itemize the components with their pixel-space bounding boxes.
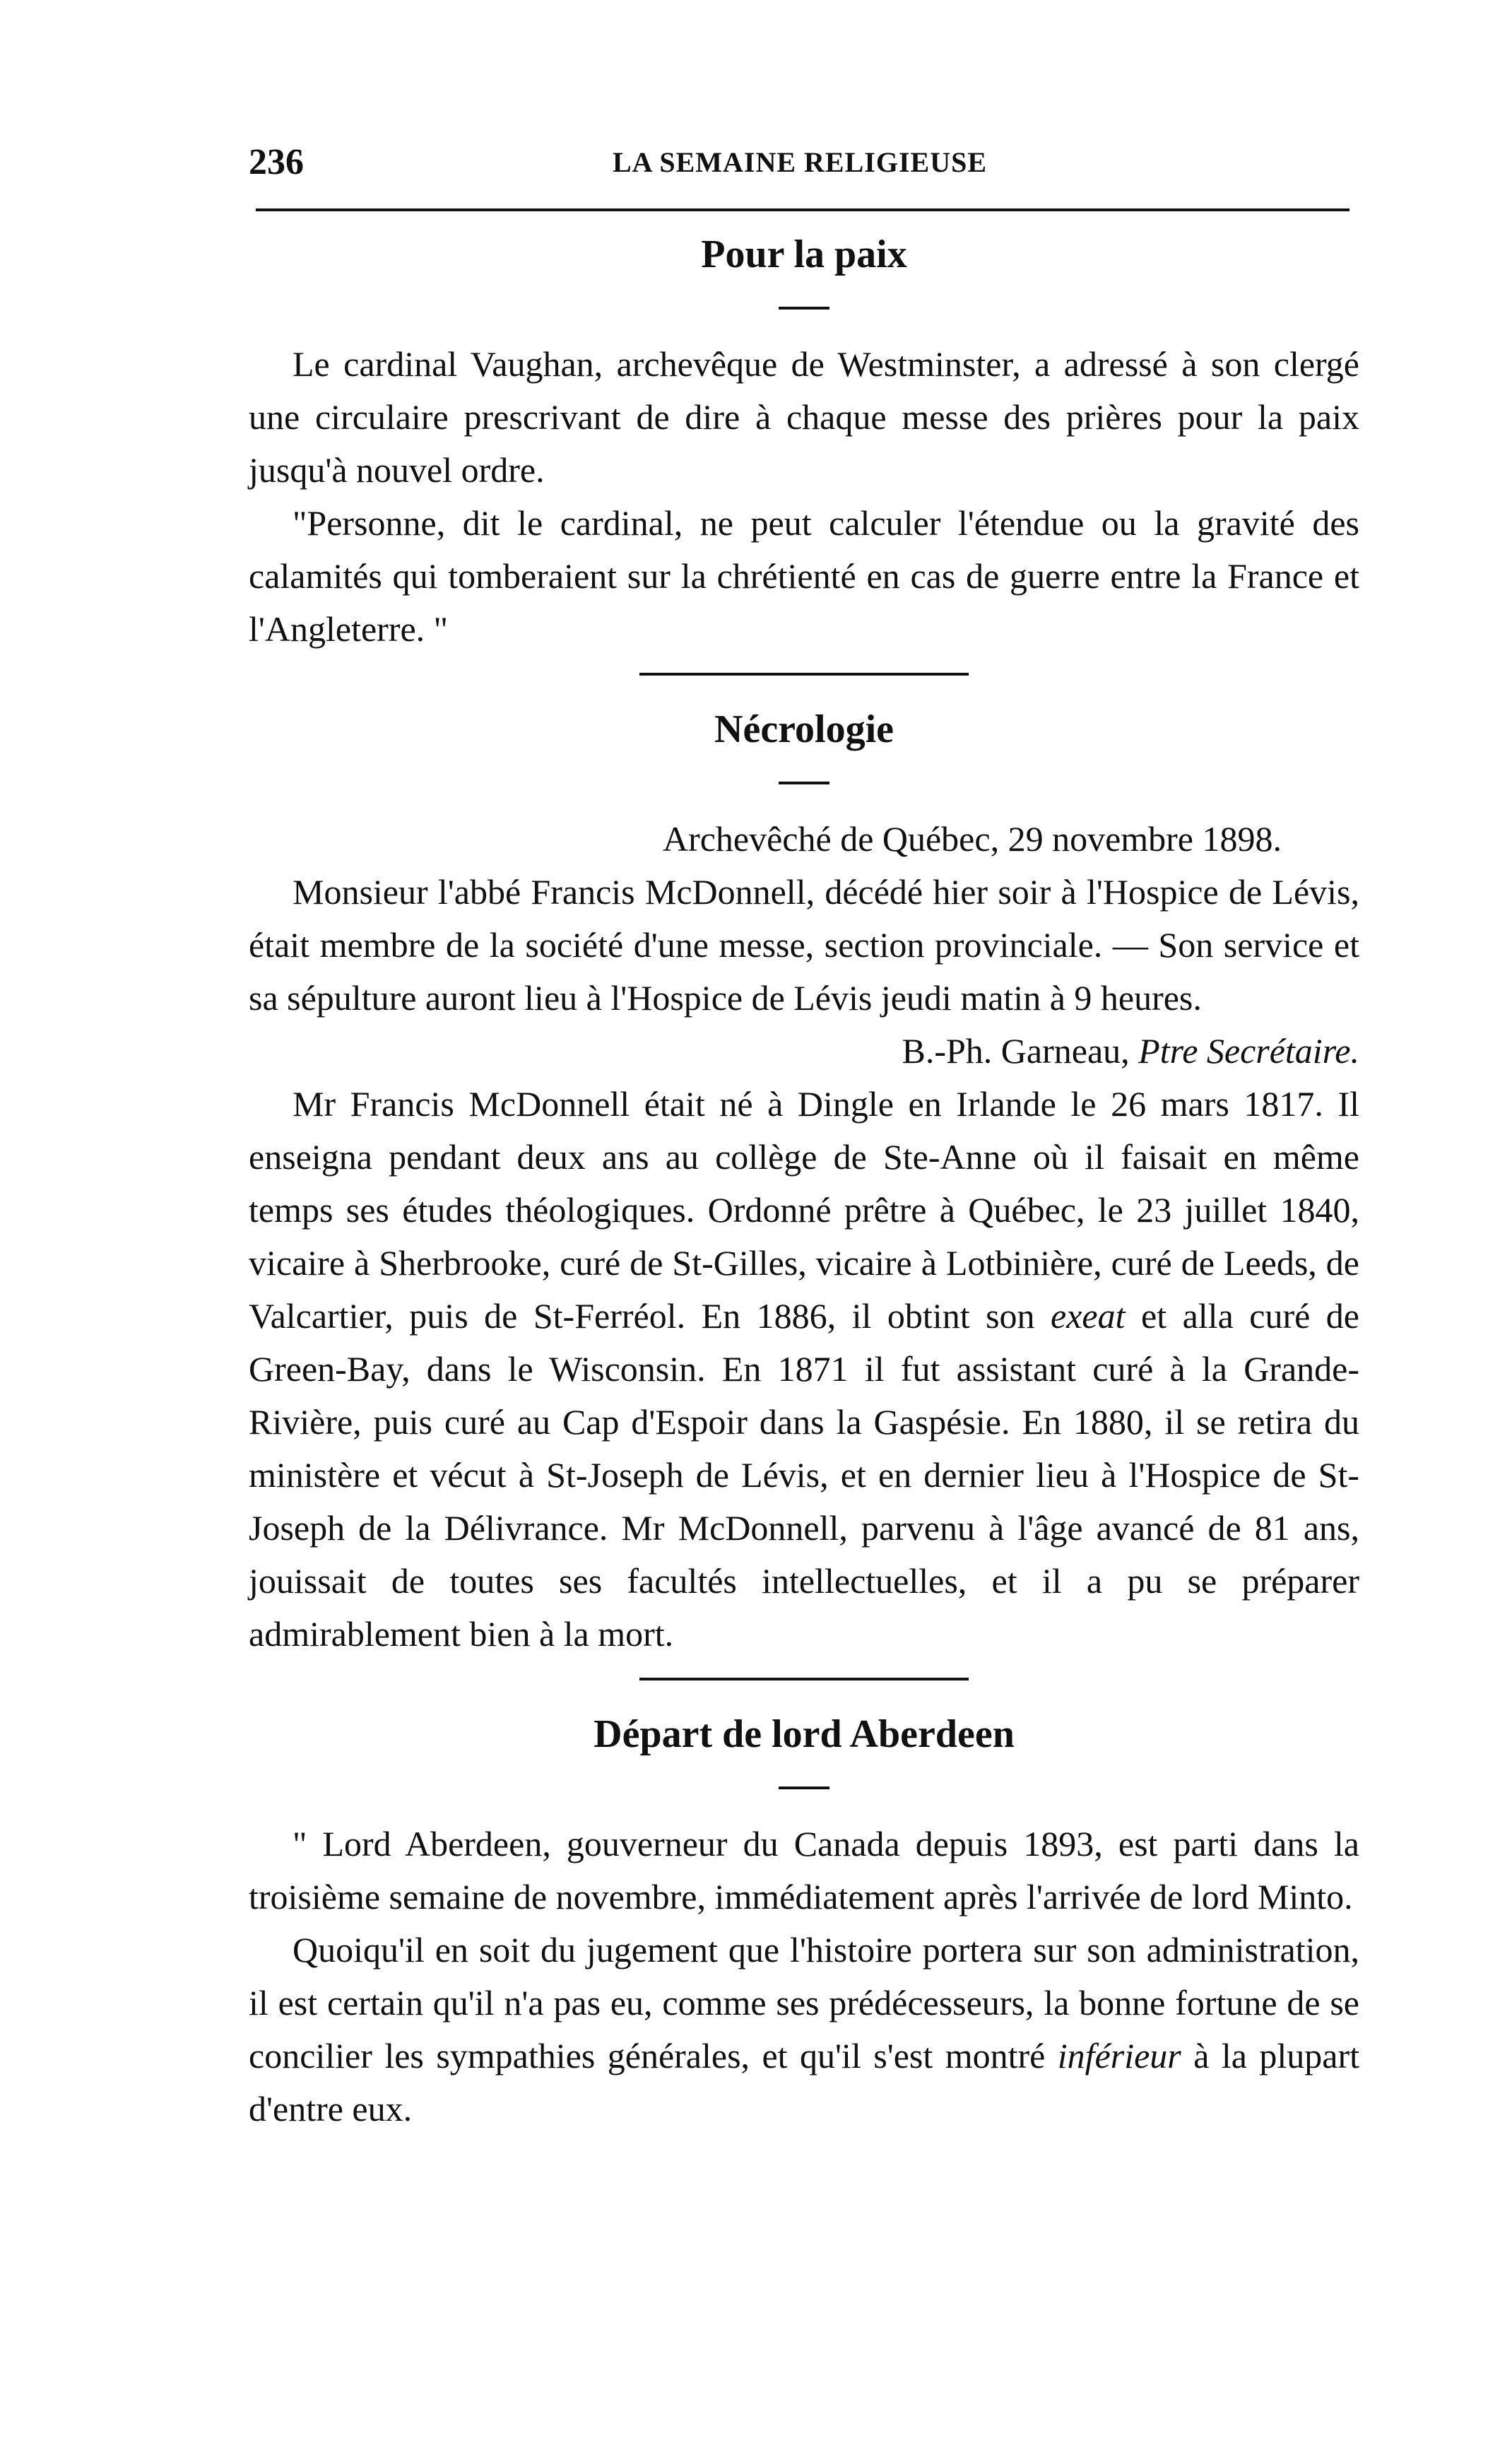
paragraph-text: Quoiqu'il en soit du jugement que l'histoire portera sur son administration, il est certain qu'il n'a pas eu, comme ses prédécesseurs, la bonne fortune de se concilier les sympathies générales, et qu'il s'est montré [249, 1930, 1359, 2076]
section-title: Départ de lord Aberdeen [593, 1712, 1015, 1756]
paragraph-text: à la plupart d'entre eux. [249, 2036, 1360, 2129]
section-separator [639, 673, 969, 676]
title-dash [779, 1786, 829, 1789]
running-title: LA SEMAINE RELIGIEUSE [612, 146, 988, 178]
paragraph: Le cardinal Vaughan, archevêque de Westminster, a adressé à son clergé une circulaire prescrivant de dire à chaque messe des prières pour la paix jusqu'à nouvel ordre. [249, 344, 1359, 490]
paragraph [249, 1924, 1359, 2136]
section-title: Nécrologie [714, 707, 894, 751]
signature [249, 1025, 1359, 1078]
section-depart-lord-aberdeen [249, 1706, 1359, 2136]
dateline: Archevêché de Québec, 29 novembre 1898. [662, 819, 1282, 859]
signature-name: B.-Ph. Garneau, [902, 1031, 1130, 1071]
title-dash [779, 782, 829, 784]
header-rule [256, 208, 1349, 211]
biography [249, 1078, 1359, 1661]
paragraph: "Personne, dit le cardinal, ne peut calculer l'étendue ou la gravité des calamités qui tomberaient sur la chrétienté en cas de guerre entre la France et l'Angleterre. " [249, 503, 1359, 649]
paragraph: " Lord Aberdeen, gouverneur du Canada depuis 1893, est parti dans la troisième semaine de novembre, immédiatement après l'arrivée de lord Minto. [249, 1824, 1359, 1917]
paragraph-italic: inférieur [1057, 2036, 1181, 2076]
obituary-notice: Monsieur l'abbé Francis McDonnell, décédé hier soir à l'Hospice de Lévis, était membre de la société d'une messe, section provinciale. — Son service et sa sépulture auront lieu à l'Hospice de Lévis jeudi matin à 9 heures. [249, 872, 1359, 1018]
section-title: Pour la paix [701, 232, 907, 276]
page-number: 236 [249, 142, 304, 182]
section-separator [639, 1678, 969, 1680]
page-content [249, 226, 1359, 2136]
page-header [249, 141, 1351, 198]
title-dash [779, 307, 829, 310]
biography-italic: exeat [1051, 1296, 1126, 1336]
section-necrologie [249, 701, 1359, 1661]
biography-text: et alla curé de Green-Bay, dans le Wisconsin. En 1871 il fut assistant curé à la Grande-Rivière, puis curé au Cap d'Espoir dans la Gaspésie. En 1880, il se retira du ministère et vécut à St-Joseph de Lévis, et en dernier lieu à l'Hospice de St-Joseph de la Délivrance. Mr McDonnell, parvenu à l'âge avancé de 81 ans, jouissait de toutes ses facultés intellectuelles, et il a pu se préparer admirablement bien à la mort. [249, 1296, 1359, 1654]
biography-text: Mr Francis McDonnell était né à Dingle en Irlande le 26 mars 1817. Il enseigna pendant deux ans au collège de Ste-Anne où il faisait en même temps ses études théologiques. Ordonné prêtre à Québec, le 23 juillet 1840, vicaire à Sherbrooke, curé de St-Gilles, vicaire à Lotbinière, curé de Leeds, de Valcartier, puis de St-Ferréol. En 1886, il obtint son [249, 1084, 1359, 1336]
section-pour-la-paix [249, 226, 1359, 656]
signature-title: Ptre Secrétaire. [1138, 1031, 1359, 1071]
